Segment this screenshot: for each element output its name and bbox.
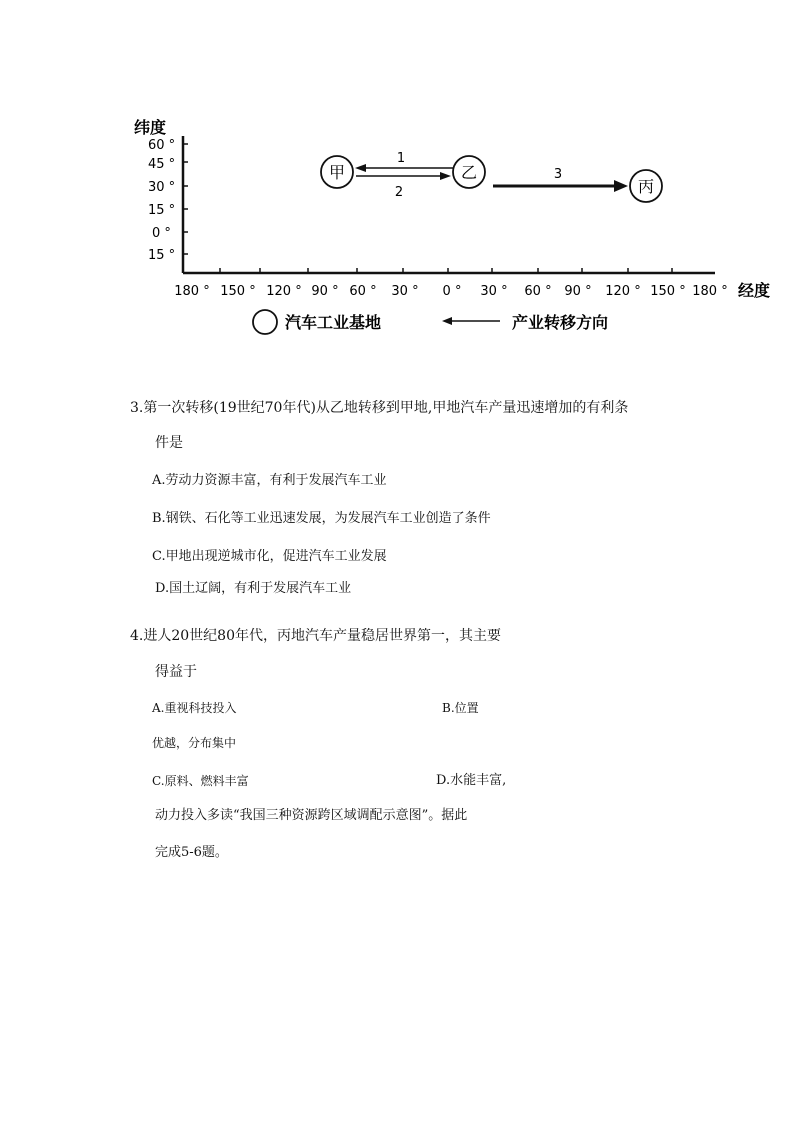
q4-option-a: A.重视科技投入 [152,701,237,715]
lon-tick-labels [174,284,727,299]
lat-tick-label: 15 ° [148,203,176,218]
q4-option-d: D.水能丰富, [436,773,507,788]
arrow-2-label: 2 [394,185,404,200]
arrow-3-label: 3 [553,167,563,182]
q4-stem-cont: 得益于 [155,664,197,680]
q3-option-b: B.钢铁、石化等工业迅速发展，为发展汽车工业创造了条件 [152,511,491,526]
lon-tick-label: 150 ° [220,284,256,299]
y-axis-title: 纬度 [134,118,167,137]
lon-tick-label: 180 ° [174,284,210,299]
lon-tick-label: 0 ° [442,284,462,299]
q3-stem: 3.第一次转移(19世纪70年代)从乙地转移到甲地,甲地汽车产量迅速增加的有利条 [130,400,629,416]
legend-base-label: 汽车工业基地 [285,313,382,332]
lat-tick-label: 0 ° [152,226,171,241]
q3-option-d: D.国土辽阔，有利于发展汽车工业 [155,581,352,596]
q4-option-c: C.原料、燃料丰富 [152,774,249,788]
node-yi [453,156,485,188]
q4-option-b: B.位置 [442,701,479,715]
lon-tick-label: 60 ° [524,284,552,299]
lat-tick-label: 60 ° [148,138,176,153]
lon-tick-label: 150 ° [650,284,686,299]
q3-option-a: A.劳动力资源丰富，有利于发展汽车工业 [152,473,387,488]
lon-tick-label: 120 ° [605,284,641,299]
x-axis-title: 经度 [738,281,771,300]
q4-tail: 完成5-6题。 [155,845,228,860]
legend [253,310,608,334]
q3-option-c: C.甲地出现逆城市化，促进汽车工业发展 [152,549,387,564]
lon-tick-label: 90 ° [564,284,592,299]
node-label: 甲 [328,163,346,182]
lon-tick-label: 120 ° [266,284,302,299]
legend-arrow-icon [442,317,500,325]
arrow-1-label: 1 [396,151,406,166]
lat-tick-label: 45 ° [148,157,176,172]
lon-tick-label: 180 ° [692,284,728,299]
q4-stem: 4.进人20世纪80年代，丙地汽车产量稳居世界第一，其主要 [130,628,501,644]
lat-tick-label: 15 ° [148,248,176,263]
node-label: 乙 [460,163,478,182]
q3-stem-cont: 件是 [155,435,183,451]
lon-tick-label: 30 ° [391,284,419,299]
node-label: 丙 [637,177,655,196]
lon-tick-label: 30 ° [480,284,508,299]
q4-option-d-cont: 动力投入多读“我国三种资源跨区域调配示意图”。据此 [155,808,468,823]
industry-transfer-diagram [120,108,790,338]
lon-tick-label: 60 ° [349,284,377,299]
lat-tick-labels [148,138,175,263]
q4-option-b-cont: 优越，分布集中 [152,736,237,750]
lat-tick-label: 30 ° [148,180,176,195]
node-bing [630,170,662,202]
legend-direction-label: 产业转移方向 [512,313,609,332]
lon-tick-label: 90 ° [311,284,339,299]
arrow-2 [356,172,451,180]
node-jia [321,156,353,188]
legend-circle-icon [253,310,277,334]
